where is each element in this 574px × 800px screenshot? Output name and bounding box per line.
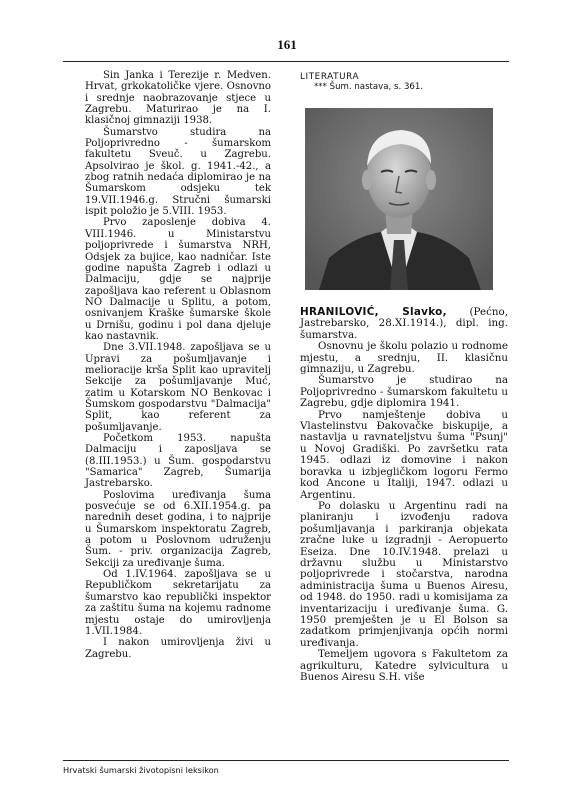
biography-name: HRANILOVIĆ, Slavko, bbox=[300, 306, 447, 318]
paragraph: Poslovima uređivanja šuma posvećuje se od 6.XII.1954.g. pa narednih deset godina, i to najprije u Šumarskom inspektoratu Zagreb, a potom u Poslovnom udruženju Šum. - priv. organizacija Zagreb, Sekciji za uređivanje šuma. bbox=[85, 489, 271, 569]
paragraph: I nakon umirovljenja živi u Zagrebu. bbox=[85, 637, 271, 660]
biography-intro: (Pećno, Jastrebarsko, 28.XI.1914.), dipl. ing. šumarstva. bbox=[300, 306, 508, 341]
paragraph: Prvo namještenje dobiva u Vlastelinstvu Đakovačke biskupije, a nastavlja u ravnateljstvu šuma "Psunj" u Novoj Gradiški. Po završetku rata 1945. odlazi iz domovine i nakon boravka u izbjegličkom logoru Fermo kod Ancone u Italiji, 1947. odlazi u Argentinu. bbox=[300, 408, 508, 501]
portrait-image bbox=[305, 108, 493, 290]
paragraph: Šumarstvo studira na Poljoprivredno - šumarskom fakultetu Sveuč. u Zagrebu. Apsolvirao je škol. g. 1941.-42., a zbog ratnih nedaća diplomirao je na Šumarskom odsjeku tek 19.VII.1946.g. Stručni šumarski ispit položio je 5.VIII. 1953. bbox=[85, 126, 271, 218]
header-rule bbox=[63, 61, 509, 62]
literature-item: *** Šum. nastava, s. 361. bbox=[314, 82, 424, 92]
paragraph: Sin Janka i Terezije r. Medven. Hrvat, grkokatoličke vjere. Osnovno i srednje naobrazovanje stjece u Zagrebu. Maturirao je na I. klasičnoj gimnaziji 1938. bbox=[85, 70, 271, 127]
right-column bbox=[300, 72, 508, 92]
left-column bbox=[85, 70, 271, 660]
paragraph: Temeljem ugovora s Fakultetom za agrikulturu, Katedre sylvicultura u Buenos Airesu S.H. više bbox=[300, 648, 508, 683]
paragraph: Dne 3.VII.1948. zapošljava se u Upravi za pošumljavanje i melioracije krša Split kao upravitelj Sekcije za pošumljavanje Muć, zatim u Kotarskom NO Benkovac i Šumskom gospodarstvu "Dalmacija" Split, kao referent za pošumljavanje. bbox=[85, 342, 271, 433]
paragraph: Šumarstvo je studirao na Poljoprivredno - šumarskom fakultetu u Zagrebu, gdje diplomira 1941. bbox=[300, 374, 508, 410]
paragraph: Od 1.IV.1964. zapošljava se u Republičkom sekretarijatu za šumarstvo kao republički inspektor za zaštitu šuma na kojemu radnome mjestu ostaje do umirovljenja 1.VII.1984. bbox=[85, 569, 271, 637]
page-number: 161 bbox=[277, 37, 297, 52]
literature-heading: LITERATURA bbox=[300, 72, 360, 82]
paragraph: Po dolasku u Argentinu radi na planiranju i izvođenju radova pošumljavanja i parkiranja objekata zračne luke u izgradnji - Aeropuerto Eseiza. Dne 10.IV.1948. prelazi u državnu službu u Ministarstvo poljoprivrede i stočarstva, narodna administracija šuma u Buenos Airesu, od 1948. do 1950. radi u komisijama za inventarizaciju i uređivanje šuma. G. 1950 premješten je u El Bolson sa zadatkom primjenjivanja općih normi uređivanja. bbox=[300, 499, 508, 649]
paragraph: Osnovnu je školu polazio u rodnome mjestu, a srednju, II. klasičnu gimnaziju, u Zagrebu. bbox=[300, 340, 508, 376]
biography-heading bbox=[300, 307, 508, 341]
biography-column bbox=[300, 307, 508, 683]
footer-text: Hrvatski šumarski životopisni leksikon bbox=[63, 765, 219, 775]
footer-rule bbox=[63, 760, 509, 761]
portrait-photo bbox=[305, 108, 493, 290]
paragraph: Početkom 1953. napušta Dalmaciju i zaposljava se (8.III.1953.) u Šum. gospodarstvu "Samarica" Zagreb, Šumarija Jastrebarsko. bbox=[85, 433, 271, 490]
paragraph: Prvo zaposlenje dobiva 4. VIII.1946. u Ministarstvu poljoprivrede i šumarstva NRH, Odsjek za bujice, kao nadničar. Iste godine napušta Zagreb i odlazi u Dalmaciju, gdje se najprije zapošljava kao referent u Oblasnom NO Dalmacije u Splitu, a potom, osnivanjem Kraške šumarske škole u Drnišu, godinu i pol dana djeluje kao nastavnik. bbox=[85, 217, 271, 342]
